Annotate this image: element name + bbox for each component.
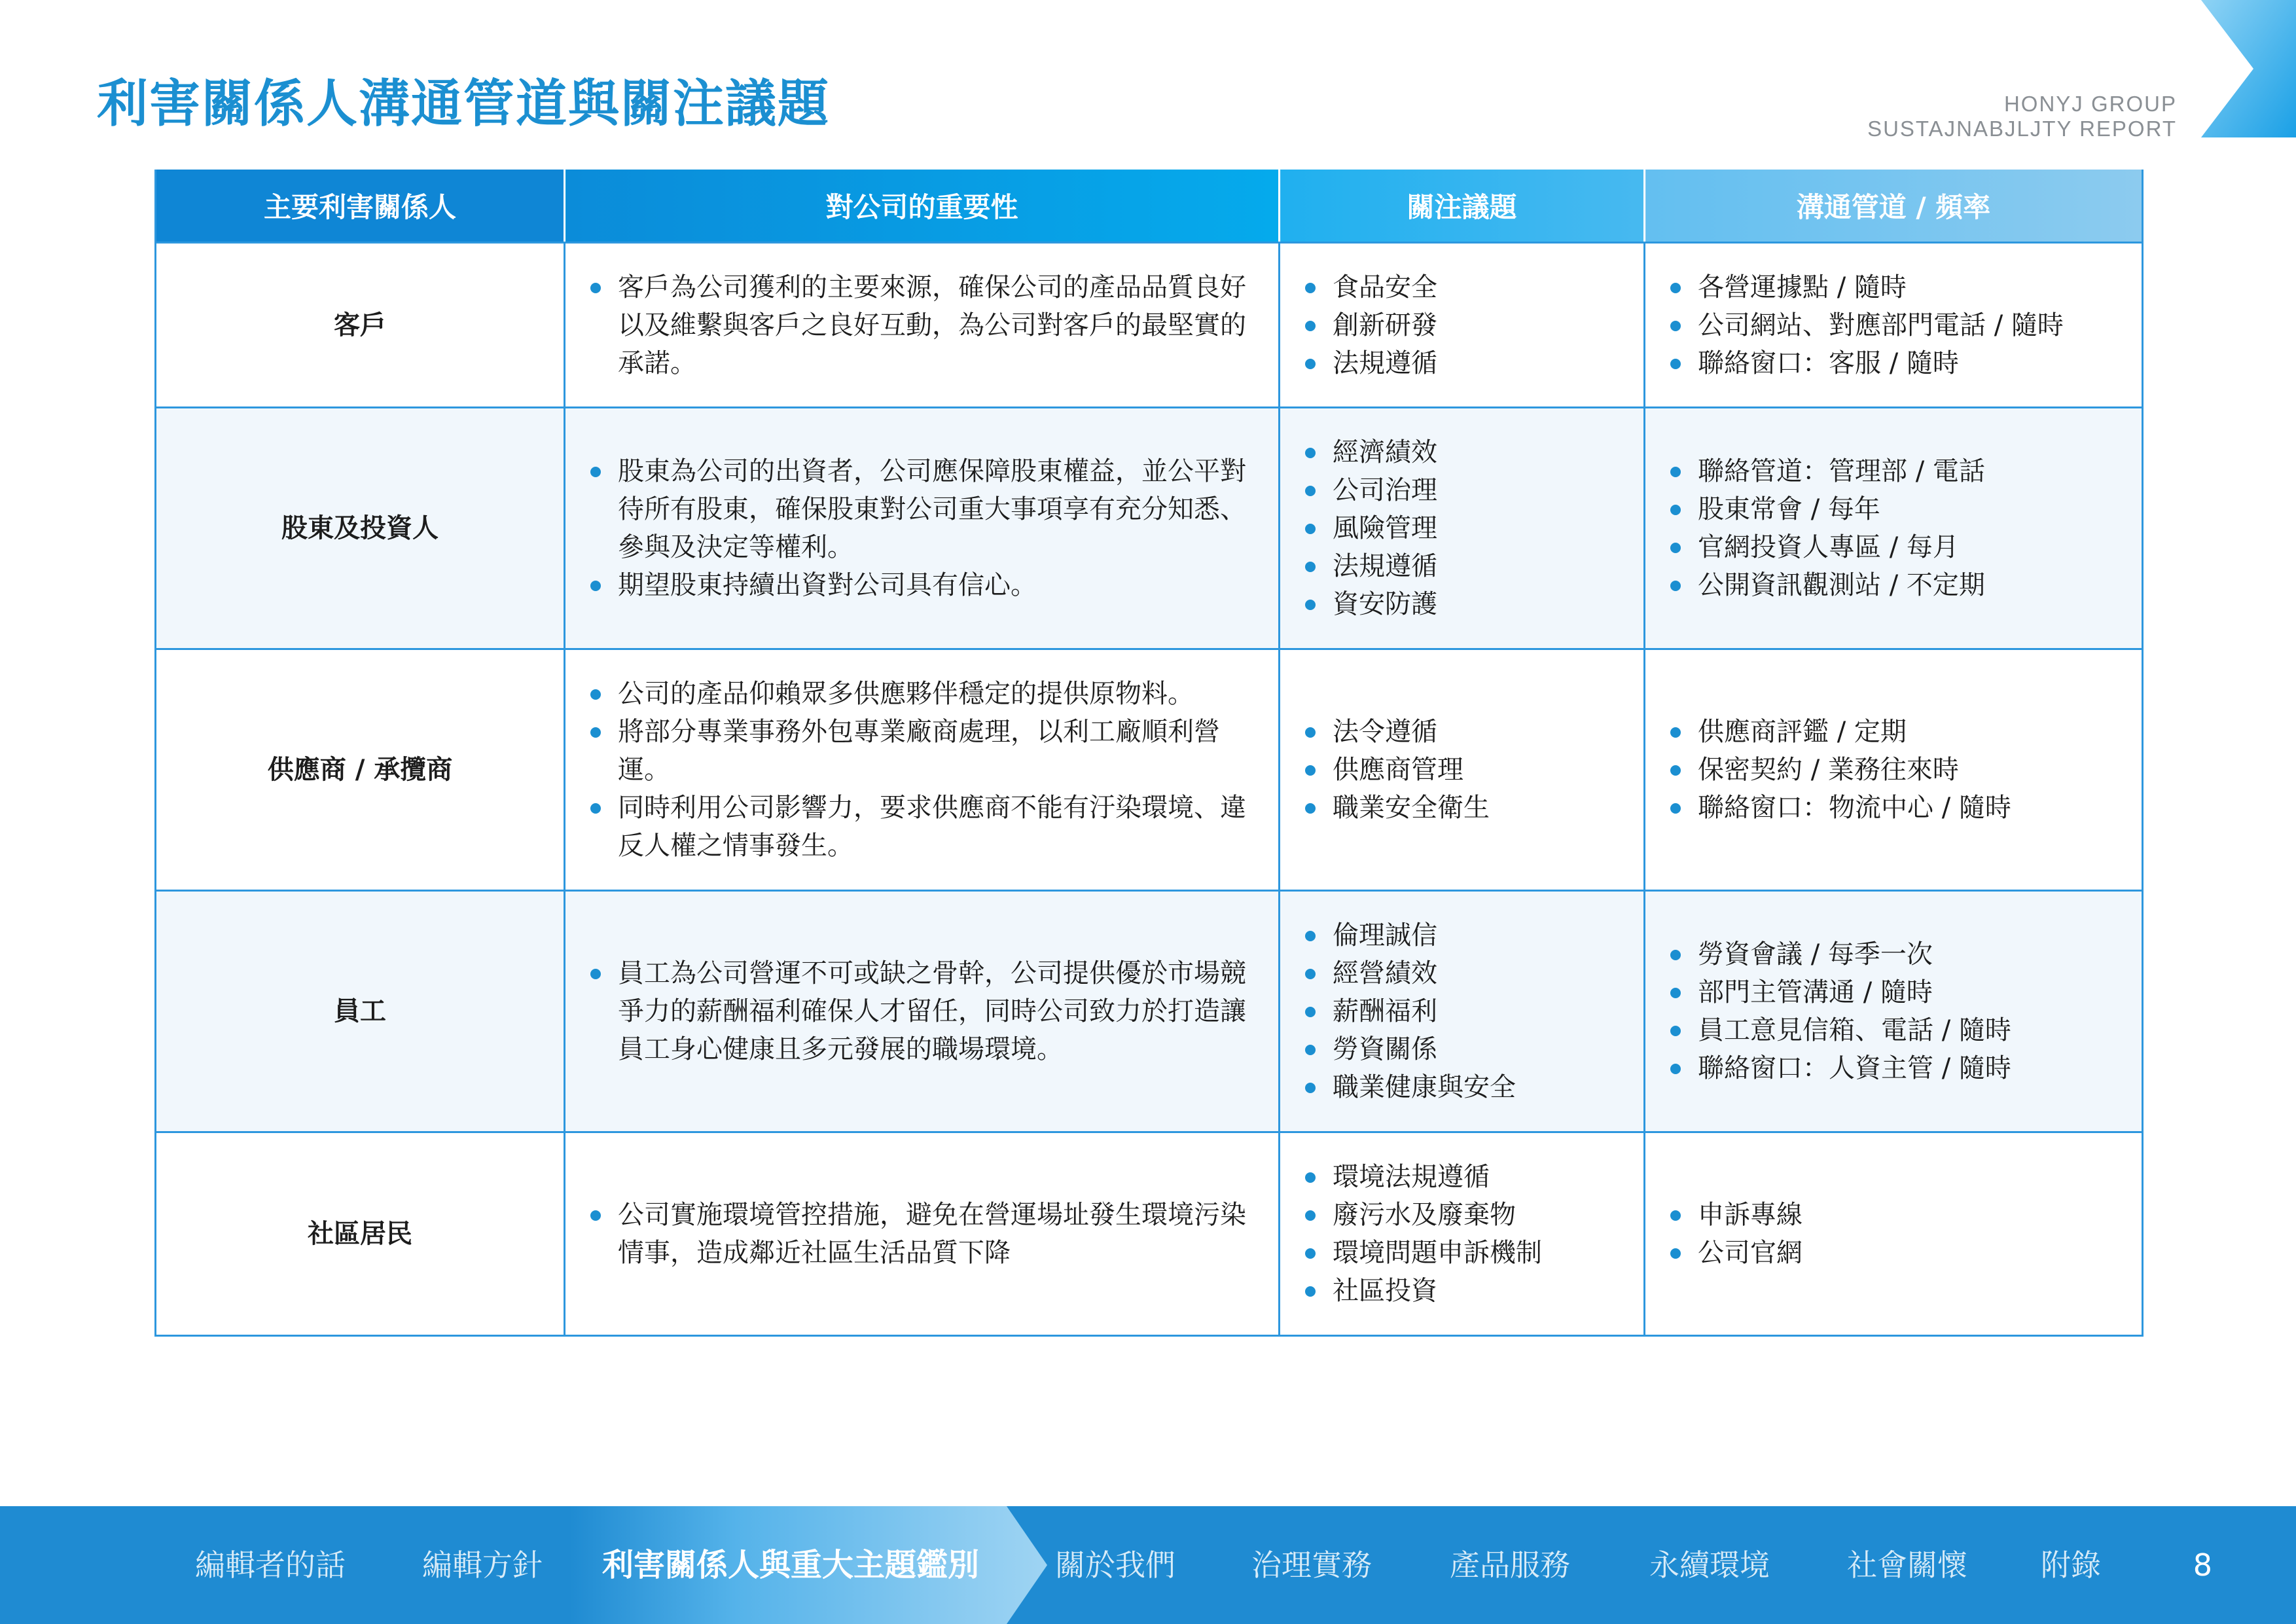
- table-row: [156, 408, 2143, 649]
- list-item: 供應商管理: [1300, 751, 1617, 789]
- list-item: 環境法規遵循: [1300, 1158, 1617, 1196]
- table-row: [156, 891, 2143, 1132]
- table-row: [156, 1132, 2143, 1336]
- nav-item-appendix[interactable]: 附錄: [2041, 1547, 2101, 1583]
- importance-cell: [565, 1132, 1280, 1336]
- list-item: 聯絡窗口：人資主管 / 隨時: [1665, 1049, 2115, 1087]
- nav-item-editorial-policy[interactable]: 編輯方針: [422, 1547, 543, 1583]
- list-item: 創新研發: [1300, 306, 1617, 344]
- issues-cell: [1280, 1132, 1645, 1336]
- list-item: 經營績效: [1300, 954, 1617, 992]
- list-item: 社區投資: [1300, 1272, 1617, 1310]
- list-item: 員工為公司營運不可或缺之骨幹，公司提供優於市場競爭力的薪酬福利確保人才留任，同時公司致力於打造讓員工身心健康且多元發展的職場環境。: [585, 954, 1252, 1068]
- list-item: 股東常會 / 每年: [1665, 490, 2115, 528]
- list-item: 保密契約 / 業務往來時: [1665, 751, 2115, 789]
- list-item: 法令遵循: [1300, 713, 1617, 751]
- list-item: 各營運據點 / 隨時: [1665, 268, 2115, 306]
- list-item: 風險管理: [1300, 509, 1617, 547]
- issues-cell: [1280, 649, 1645, 891]
- list-item: 聯絡窗口：客服 / 隨時: [1665, 344, 2115, 382]
- channels-cell: [1645, 649, 2143, 891]
- page-title: 利害關係人溝通管道與關注議題: [97, 75, 831, 134]
- nav-item-editor-message[interactable]: 編輯者的話: [195, 1547, 346, 1583]
- issues-cell: [1280, 243, 1645, 408]
- importance-cell: [565, 891, 1280, 1132]
- list-item: 公司治理: [1300, 471, 1617, 509]
- list-item: 員工意見信箱、電話 / 隨時: [1665, 1011, 2115, 1049]
- header-importance: 對公司的重要性: [565, 170, 1280, 243]
- nav-item-about-us[interactable]: 關於我們: [1055, 1547, 1175, 1583]
- issues-cell: [1280, 408, 1645, 649]
- issues-cell: [1280, 891, 1645, 1132]
- list-item: 聯絡管道：管理部 / 電話: [1665, 452, 2115, 490]
- list-item: 環境問題申訴機制: [1300, 1234, 1617, 1272]
- list-item: 公開資訊觀測站 / 不定期: [1665, 566, 2115, 604]
- list-item: 廢污水及廢棄物: [1300, 1196, 1617, 1234]
- list-item: 食品安全: [1300, 268, 1617, 306]
- footer-nav: [0, 1506, 2296, 1624]
- list-item: 經濟績效: [1300, 433, 1617, 471]
- nav-item-governance[interactable]: 治理實務: [1251, 1547, 1372, 1583]
- list-item: 將部分專業事務外包專業廠商處理，以利工廠順利營運。: [585, 713, 1252, 789]
- stakeholder-name: 員工: [156, 891, 565, 1132]
- table-row: [156, 243, 2143, 408]
- list-item: 官網投資人專區 / 每月: [1665, 528, 2115, 566]
- channels-cell: [1645, 408, 2143, 649]
- brand-subtitle: SUSTAJNABJLJTY REPORT: [1867, 117, 2177, 141]
- list-item: 法規遵循: [1300, 547, 1617, 585]
- list-item: 薪酬福利: [1300, 992, 1617, 1030]
- importance-cell: [565, 243, 1280, 408]
- list-item: 公司實施環境管控措施，避免在營運場址發生環境污染情事，造成鄰近社區生活品質下降: [585, 1196, 1252, 1272]
- nav-item-social[interactable]: 社會關懷: [1847, 1547, 1967, 1583]
- list-item: 申訴專線: [1665, 1196, 2115, 1234]
- stakeholder-name: 供應商 / 承攬商: [156, 649, 565, 891]
- list-item: 公司的產品仰賴眾多供應夥伴穩定的提供原物料。: [585, 675, 1252, 713]
- importance-cell: [565, 408, 1280, 649]
- channels-cell: [1645, 891, 2143, 1132]
- list-item: 聯絡窗口：物流中心 / 隨時: [1665, 789, 2115, 827]
- list-item: 期望股東持續出資對公司具有信心。: [585, 566, 1252, 604]
- nav-item-products[interactable]: 產品服務: [1450, 1547, 1570, 1583]
- stakeholder-table: [154, 170, 2144, 1337]
- list-item: 倫理誠信: [1300, 916, 1617, 954]
- corner-arrow-icon: [2201, 0, 2296, 137]
- page-number: 8: [2193, 1547, 2212, 1583]
- list-item: 部門主管溝通 / 隨時: [1665, 973, 2115, 1011]
- channels-cell: [1645, 1132, 2143, 1336]
- list-item: 資安防護: [1300, 585, 1617, 623]
- list-item: 公司網站、對應部門電話 / 隨時: [1665, 306, 2115, 344]
- list-item: 同時利用公司影響力，要求供應商不能有汙染環境、違反人權之情事發生。: [585, 789, 1252, 865]
- stakeholder-name: 社區居民: [156, 1132, 565, 1336]
- list-item: 公司官網: [1665, 1234, 2115, 1272]
- table-row: [156, 649, 2143, 891]
- list-item: 勞資會議 / 每季一次: [1665, 935, 2115, 973]
- header-stakeholder: 主要利害關係人: [156, 170, 565, 243]
- nav-item-environment[interactable]: 永續環境: [1649, 1547, 1770, 1583]
- importance-cell: [565, 649, 1280, 891]
- table-header-row: [156, 170, 2143, 243]
- brand-name: HONYJ GROUP: [2003, 92, 2177, 116]
- list-item: 勞資關係: [1300, 1030, 1617, 1068]
- list-item: 供應商評鑑 / 定期: [1665, 713, 2115, 751]
- list-item: 客戶為公司獲利的主要來源，確保公司的產品品質良好以及維繫與客戶之良好互動，為公司對客戶的最堅實的承諾。: [585, 268, 1252, 382]
- nav-item-stakeholders[interactable]: 利害關係人與重大主題鑑別: [602, 1547, 980, 1583]
- header-issues: 關注議題: [1280, 170, 1645, 243]
- list-item: 職業健康與安全: [1300, 1068, 1617, 1106]
- list-item: 職業安全衛生: [1300, 789, 1617, 827]
- stakeholder-name: 股東及投資人: [156, 408, 565, 649]
- header-channels: 溝通管道 / 頻率: [1645, 170, 2143, 243]
- channels-cell: [1645, 243, 2143, 408]
- list-item: 法規遵循: [1300, 344, 1617, 382]
- list-item: 股東為公司的出資者，公司應保障股東權益，並公平對待所有股東，確保股東對公司重大事項享有充分知悉、參與及決定等權利。: [585, 452, 1252, 566]
- stakeholder-name: 客戶: [156, 243, 565, 408]
- brand-block: [1867, 92, 2177, 141]
